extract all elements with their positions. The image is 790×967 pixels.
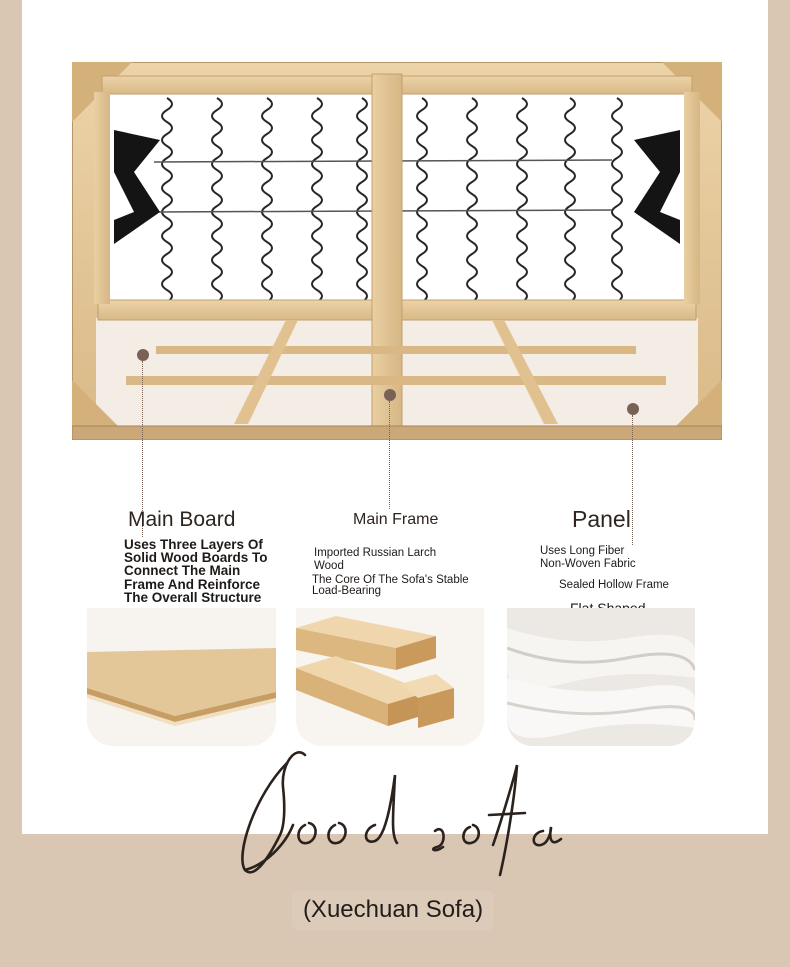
brand-subtitle: (Xuechuan Sofa) (302, 896, 484, 923)
main-board-description: Uses Three Layers Of Solid Wood Boards To Connect The Main Frame And Reinforce The Overall Structure (124, 537, 268, 605)
main-frame-line-2: The Core Of The Sofa's Stable Load-Bearing (312, 574, 469, 597)
panel-marker (627, 403, 639, 415)
non-woven-fabric-image (507, 608, 695, 746)
sofa-frame-illustration (72, 62, 722, 440)
main-frame-title: Main Frame (353, 511, 439, 528)
good-sofa-script-logo (225, 735, 585, 885)
panel-line-2: Sealed Hollow Frame (559, 579, 669, 591)
panel-line-1: Uses Long Fiber Non-Woven Fabric (540, 545, 636, 570)
main-frame-line-1: Imported Russian Larch Wood (314, 547, 437, 572)
panel-title: Panel (572, 506, 631, 532)
brand-subtitle-badge (292, 890, 494, 930)
panel-leader-line (632, 415, 633, 545)
main-frame-leader-line (389, 401, 390, 509)
main-board-marker (137, 349, 149, 361)
larch-wood-beams-image (296, 608, 484, 746)
main-frame-marker (384, 389, 396, 401)
plywood-board-image (87, 608, 276, 746)
main-board-title: Main Board (128, 508, 236, 531)
